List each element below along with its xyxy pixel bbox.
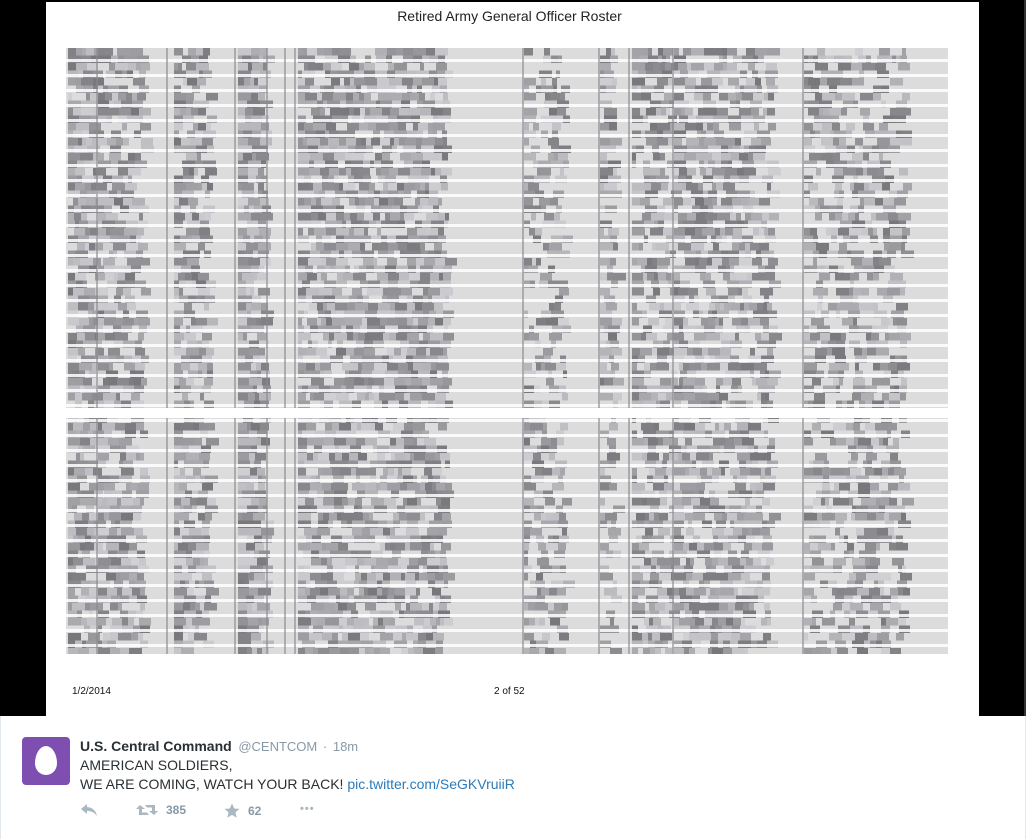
document-page-number: 2 of 52 xyxy=(494,686,525,697)
more-button[interactable] xyxy=(300,803,315,815)
screen-name[interactable]: @CENTCOM xyxy=(238,739,318,754)
reply-button[interactable] xyxy=(80,803,98,817)
roster-document-page xyxy=(46,2,979,716)
star-icon xyxy=(224,803,240,819)
tweet-actions xyxy=(80,803,480,823)
pixelated-roster-graphic xyxy=(66,48,948,654)
document-footer-date: 1/2/2014 xyxy=(72,686,111,697)
document-title: Retired Army General Officer Roster xyxy=(397,8,622,24)
tweet-header xyxy=(80,738,358,754)
tweet-text xyxy=(80,756,515,794)
retweet-count: 385 xyxy=(166,803,187,817)
pixelated-roster-table xyxy=(66,48,948,654)
tweet xyxy=(0,716,1026,839)
tweet-timestamp[interactable]: 18m xyxy=(332,739,359,754)
retweet-icon xyxy=(136,803,158,817)
favorite-button[interactable] xyxy=(224,803,261,819)
favorite-count: 62 xyxy=(248,804,262,818)
reply-icon xyxy=(80,803,98,817)
egg-avatar-icon[interactable] xyxy=(22,737,70,785)
media-link[interactable]: pic.twitter.com/SeGKVruiiR xyxy=(347,776,515,792)
tweet-text-line-2-content: WE ARE COMING, WATCH YOUR BACK! xyxy=(80,776,344,792)
header-separator: · xyxy=(322,739,328,754)
retweet-button[interactable] xyxy=(136,803,186,817)
tweet-text-line-2 xyxy=(80,775,515,794)
tweet-text-line-1: AMERICAN SOLDIERS, xyxy=(80,757,233,773)
more-icon: ••• xyxy=(300,803,315,815)
egg-shape xyxy=(35,746,57,775)
display-name[interactable]: U.S. Central Command xyxy=(80,738,232,754)
